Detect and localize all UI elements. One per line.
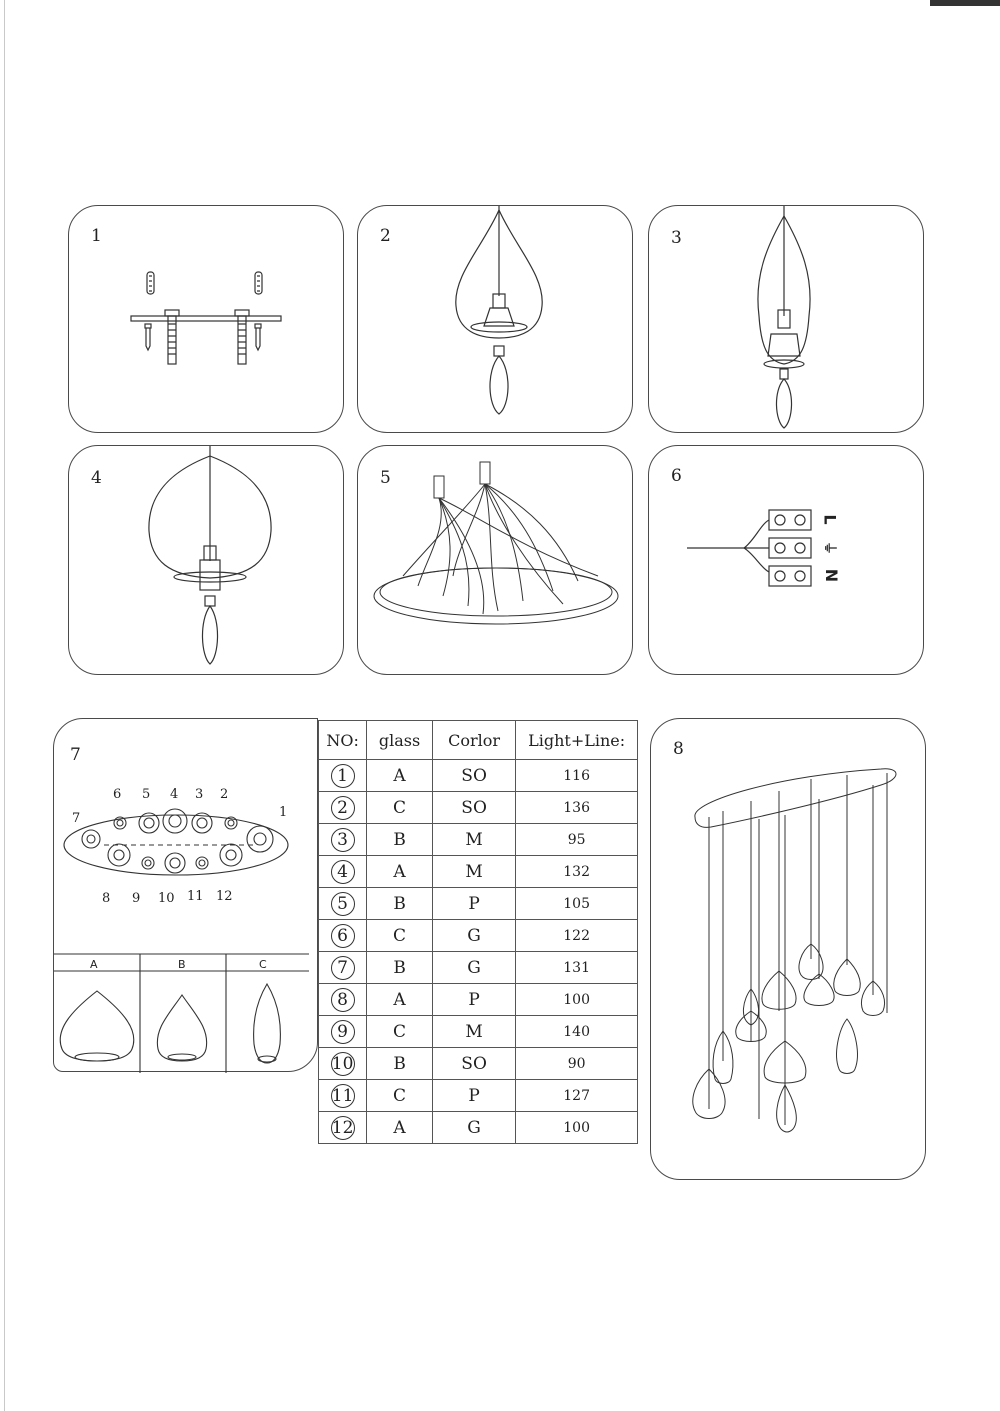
cell-no [319,1048,367,1080]
panel-7-layout-and-glass-types [53,718,318,1072]
table-row [319,792,638,824]
cell-light-line: 131 [516,952,638,984]
cell-glass: A [367,760,433,792]
circled-number: 12 [331,1117,354,1138]
cell-glass: C [367,1080,433,1112]
scan-edge-line [4,0,5,1411]
cell-no [319,984,367,1016]
position-label-12: 12 [216,889,233,904]
cell-no [319,952,367,984]
terminal-block-diagram [649,446,925,676]
position-label-9: 9 [132,891,141,906]
panel-3-glass-c-assembly [648,205,924,433]
cell-color: M [432,1016,515,1048]
chandelier-diagram [651,719,927,1181]
header-no: NO: [319,721,367,760]
cell-glass: C [367,1016,433,1048]
position-label-10: 10 [158,891,175,906]
position-label-8: 8 [102,891,111,906]
cell-no [319,824,367,856]
cell-color: P [432,888,515,920]
table-row [319,1016,638,1048]
panel-4-glass-a-assembly [68,445,344,675]
cell-glass: A [367,984,433,1016]
glass-type-c-label: C [259,958,267,971]
cell-color: SO [432,760,515,792]
table-row [319,984,638,1016]
cell-light-line: 127 [516,1080,638,1112]
cell-color: G [432,952,515,984]
header-glass: glass [367,721,433,760]
cell-glass: C [367,792,433,824]
cell-glass: B [367,824,433,856]
panel-number: 2 [380,226,391,246]
panel-number: 1 [91,226,102,246]
glass-a-pendant-diagram [69,446,345,676]
circled-number: 7 [331,956,355,980]
position-label-4: 4 [170,787,179,802]
cell-glass: A [367,1112,433,1144]
position-label-11: 11 [187,889,204,904]
live-terminal-label: L [820,514,840,525]
cell-light-line: 140 [516,1016,638,1048]
canopy-wires-diagram [358,446,634,676]
configuration-table [318,720,638,1144]
cell-light-line: 136 [516,792,638,824]
panel-5-canopy-wiring [357,445,633,675]
position-label-3: 3 [195,787,204,802]
cell-color: G [432,1112,515,1144]
cell-color: M [432,856,515,888]
circled-number: 8 [331,988,355,1012]
cell-no [319,1080,367,1112]
position-label-5: 5 [142,787,151,802]
neutral-terminal-label: N [822,568,842,583]
panel-2-glass-b-assembly [357,205,633,433]
glass-type-a-label: A [90,958,98,971]
cell-glass: B [367,888,433,920]
panel-number: 7 [70,745,81,765]
cell-glass: A [367,856,433,888]
bracket-screws-diagram [69,206,345,434]
table-row [319,760,638,792]
circled-number: 6 [331,924,355,948]
panel-number: 8 [673,739,684,759]
table-row [319,1080,638,1112]
cell-color: P [432,1080,515,1112]
position-label-6: 6 [113,787,122,802]
cell-light-line: 95 [516,824,638,856]
ground-terminal-label: ⏚ [821,541,837,555]
circled-number: 5 [331,892,355,916]
table-row [319,856,638,888]
table-row [319,888,638,920]
cell-no [319,1016,367,1048]
circled-number: 2 [331,796,355,820]
scan-corner-mark [930,0,1000,10]
header-light-line: Light+Line: [516,721,638,760]
cell-light-line: 132 [516,856,638,888]
cell-no [319,760,367,792]
cell-color: SO [432,792,515,824]
table-row [319,824,638,856]
circled-number: 1 [331,764,355,788]
table-row [319,1048,638,1080]
panel-6-terminal-block [648,445,924,675]
table-row [319,920,638,952]
glass-c-pendant-diagram [649,206,925,434]
position-label-1: 1 [279,805,288,820]
table-row [319,952,638,984]
cell-no [319,856,367,888]
cell-glass: B [367,952,433,984]
panel-1-mounting-bracket [68,205,344,433]
cell-light-line: 122 [516,920,638,952]
cell-glass: C [367,920,433,952]
panel-number: 6 [671,466,682,486]
circled-number: 9 [331,1020,355,1044]
circled-number: 11 [331,1085,354,1106]
cell-light-line: 105 [516,888,638,920]
glass-type-b-label: B [178,958,186,971]
cell-light-line: 116 [516,760,638,792]
cell-light-line: 100 [516,1112,638,1144]
panel-8-assembled-chandelier [650,718,926,1180]
circled-number: 3 [331,828,355,852]
glass-b-pendant-diagram [358,206,634,434]
cell-no [319,920,367,952]
panel-number: 3 [671,228,682,248]
circled-number: 10 [331,1053,354,1074]
header-color: Corlor [432,721,515,760]
cell-no [319,792,367,824]
table-row [319,1112,638,1144]
cell-light-line: 100 [516,984,638,1016]
cell-color: SO [432,1048,515,1080]
table-header-row [319,721,638,760]
panel-number: 5 [380,468,391,488]
cell-color: M [432,824,515,856]
cell-light-line: 90 [516,1048,638,1080]
cell-no [319,1112,367,1144]
cell-no [319,888,367,920]
circled-number: 4 [331,860,355,884]
cell-glass: B [367,1048,433,1080]
cell-color: G [432,920,515,952]
cell-color: P [432,984,515,1016]
position-label-7: 7 [72,811,81,826]
panel-number: 4 [91,468,102,488]
position-label-2: 2 [220,787,229,802]
